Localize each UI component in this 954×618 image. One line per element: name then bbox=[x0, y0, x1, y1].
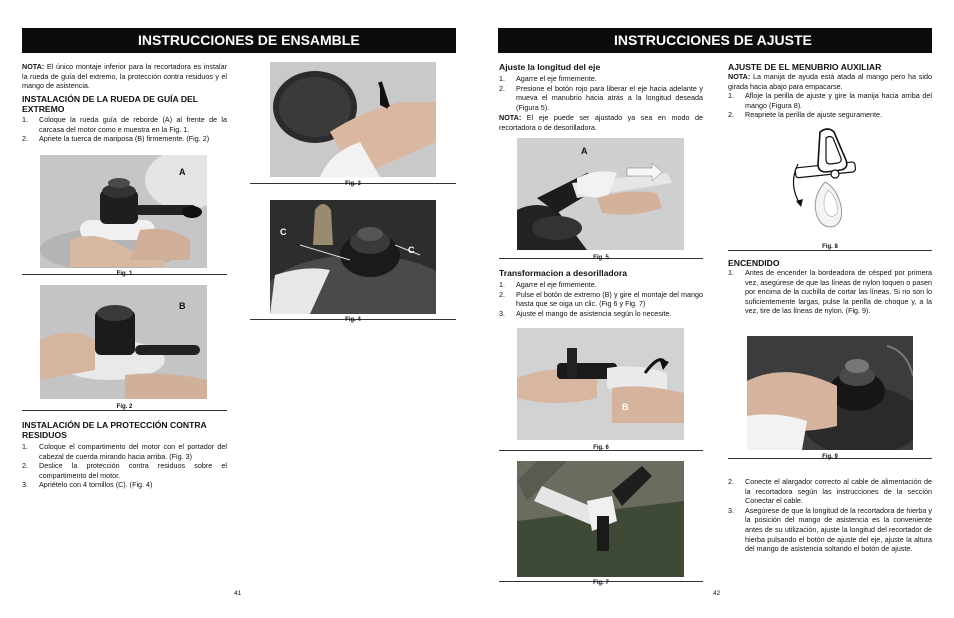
edger-steps bbox=[499, 280, 703, 318]
fig6-caption: Fig. 6 bbox=[593, 445, 609, 451]
list-item: 1. Agarre el eje firmemente. bbox=[499, 280, 597, 289]
list-item: 2. Deslice la protección contra residuos sobre el compartimento del motor. bbox=[22, 461, 227, 480]
left-note bbox=[22, 62, 227, 91]
fig2-label-b: B bbox=[179, 301, 186, 311]
start-title: ENCENDIDO bbox=[728, 258, 780, 268]
aux-steps bbox=[728, 91, 932, 120]
left-page-number: 41 bbox=[234, 590, 242, 597]
list-item: 1. Afloje la perilla de ajuste y gire la manija hacia arriba del mango (Figura 8). bbox=[728, 91, 932, 110]
left-section1-steps bbox=[22, 115, 227, 144]
fig5-photo bbox=[517, 138, 684, 250]
right-banner-title: INSTRUCCIONES DE AJUSTE bbox=[614, 32, 812, 48]
list-item: 1. Coloque la rueda guía de reborde (A) al frente de la carcasa del motor como e muestra en la Fig. 1. bbox=[22, 115, 227, 134]
fig3-photo bbox=[270, 62, 436, 177]
list-item: 2. Reapriete la perilla de ajuste seguramente. bbox=[728, 110, 883, 120]
fig6-label-b: B bbox=[622, 402, 629, 412]
list-item: 3. Ajuste el mango de asistencia según lo necesite. bbox=[499, 308, 672, 318]
right-page-number: 42 bbox=[713, 590, 721, 597]
shaft-title: Ajuste la longitud del eje bbox=[499, 62, 601, 72]
fig5-label-a: A bbox=[581, 146, 588, 156]
fig1-label-a: A bbox=[179, 167, 186, 177]
left-section2-title: INSTALACIÓN DE LA PROTECCIÓN CONTRA RESIDUOS bbox=[22, 420, 207, 440]
start-steps bbox=[728, 268, 932, 316]
fig7-photo bbox=[517, 461, 684, 577]
fig8-rule bbox=[728, 250, 932, 251]
shaft-note: NOTA: El eje puede ser ajustado ya sea en modo de recortadora o de desorilladora. bbox=[499, 113, 703, 132]
left-section2-steps bbox=[22, 442, 227, 490]
fig8-drawing bbox=[780, 124, 890, 236]
list-item: 2. Apriete la tuerca de mariposa (B) firmemente. (Fig. 2) bbox=[22, 134, 210, 144]
shaft-steps bbox=[499, 74, 703, 112]
fig4-photo bbox=[270, 200, 436, 314]
left-note-text: El único montaje inferior para la recortadora es instalar la rueda de guía del extremo, la protección contra residuos y el mango de asistencia. bbox=[22, 62, 227, 91]
fig8-caption: Fig. 8 bbox=[822, 244, 838, 250]
fig4-caption: Fig. 4 bbox=[345, 317, 361, 323]
right-banner bbox=[498, 28, 932, 53]
list-item: 3. Apriételo con 4 tornillos (C). (Fig. 4) bbox=[22, 480, 153, 490]
list-item: 1. Coloque el compartimento del motor con el portador del cabezal de cuerda mirando hacia arriba. (Fig. 3) bbox=[22, 442, 227, 461]
list-item: 2. Conecte el alargador correcto al cable de alimentación de la recortadora según las instrucciones de la sección Conectar el cable. bbox=[728, 477, 932, 506]
list-item: 1. Antes de encender la bordeadora de césped por primera vez, asegúrese de que las líneas de nylon toquen o pasen por encima de la cuchilla de cortar las líneas. Si no son lo suficientemente largas, pulse la perilla de choque y, a la vez, tire de las líneas de nylon. (Fig. 9). bbox=[728, 268, 932, 316]
fig5-caption: Fig. 5 bbox=[593, 255, 609, 261]
fig1-caption: Fig. 1 bbox=[116, 271, 133, 277]
left-banner bbox=[22, 28, 456, 53]
list-item: 2. Presione el botón rojo para liberar el eje hacia adelante y mueva el manubrio hacia atrás a la longitud deseada (Figura 5). bbox=[499, 83, 703, 112]
fig4-label-c-left: C bbox=[280, 227, 287, 237]
aux-title: AJUSTE DE EL MENUBRIO AUXILIAR bbox=[728, 62, 882, 72]
fig7-caption: Fig. 7 bbox=[593, 580, 609, 586]
left-section1-title: INSTALACIÓN DE LA RUEDA DE GUÍA DEL EXTREMO bbox=[22, 94, 198, 114]
fig2-caption: Fig. 2 bbox=[116, 404, 133, 410]
fig2-photo bbox=[40, 285, 207, 399]
edger-title: Transformacion a desorilladora bbox=[499, 268, 627, 278]
fig3-caption: Fig. 3 bbox=[345, 181, 361, 187]
fig4-label-c-right: C bbox=[408, 245, 415, 255]
list-item: 3. Asegúrese de que la longitud de la recortadora de hierba y la posición del mango de asistencia es la conveniente antes de su utilización, ajuste la longitud del recortador de hierba pulsando el botón de ajuste del eje, ajuste la altura del mango de asistencia soltando el botón de ajuste. bbox=[728, 505, 933, 554]
fig9-caption: Fig. 9 bbox=[822, 454, 838, 460]
list-item: 1. Agarre el eje firmemente. bbox=[499, 74, 597, 83]
list-item: 2. Pulse el botón de extremo (B) y gire el montaje del mango hasta que se oiga un clic. (Fig 6 y Fig. 7) bbox=[499, 289, 703, 309]
start-steps-after bbox=[728, 477, 932, 554]
fig1-photo bbox=[40, 155, 207, 268]
aux-note: NOTA: La manija de ayuda está atada al mango pero ha sido girada hacia abajo para empacarse. bbox=[728, 72, 932, 91]
left-banner-title: INSTRUCCIONES DE ENSAMBLE bbox=[138, 32, 360, 48]
left-note-label: NOTA: bbox=[22, 62, 45, 71]
fig2-rule bbox=[22, 410, 227, 411]
fig9-photo bbox=[747, 336, 913, 450]
fig6-photo bbox=[517, 328, 684, 440]
